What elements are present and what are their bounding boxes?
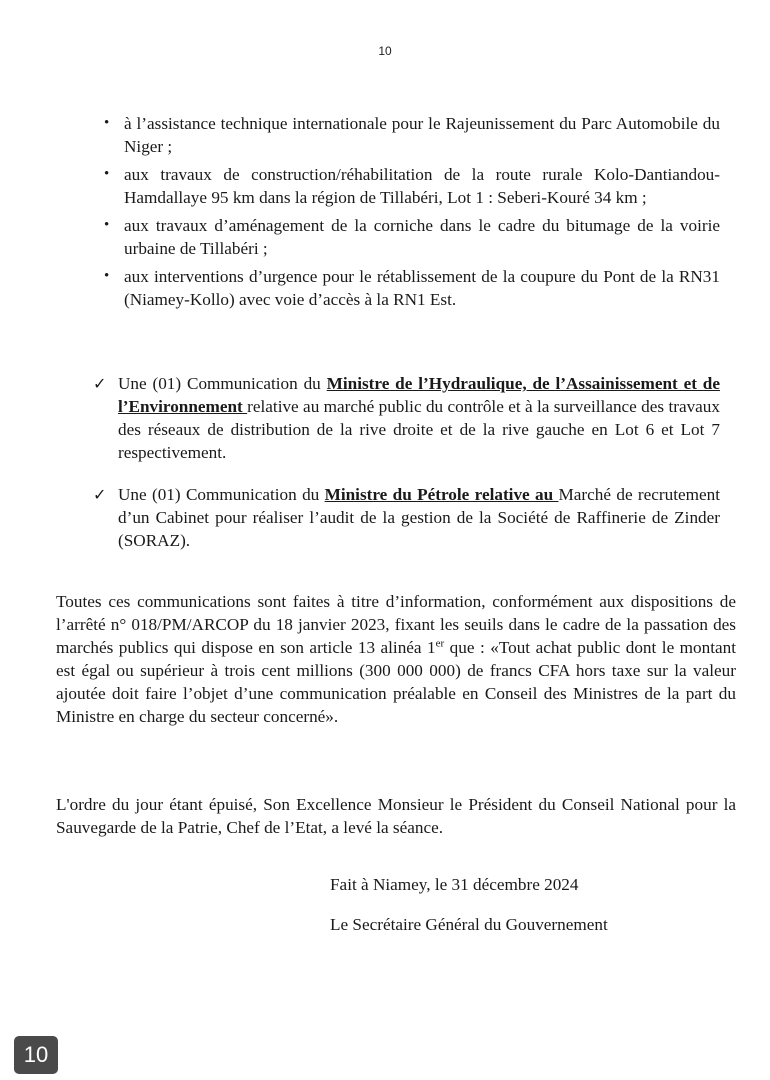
paragraph-text: que : «Tout achat public dont le montant est égal ou supérieur à trois cent millions (300 000 000) de francs CFA hors taxe sur la valeur ajoutée doit faire l’objet d’une communication préalable en Conseil des Ministres de la part du Ministre en charge du secteur concerné». [56, 638, 737, 726]
bullet-icon: • [104, 115, 110, 131]
list-item-text: aux travaux d’aménagement de la corniche dans le cadre du bitumage de la voirie urbaine de Tillabéri ; [124, 216, 720, 258]
list-item-text: aux interventions d’urgence pour le rétablissement de la coupure du Pont de la RN31 (Niamey-Kollo) avec voie d’accès à la RN1 Est. [124, 267, 720, 309]
checkmark-list-item [93, 372, 720, 464]
list-item [100, 112, 720, 158]
ministry-name: Ministre de l’Hydraulique, de l’Assainissement et de l’Environnement [118, 374, 720, 416]
communication-petrole [93, 483, 720, 552]
page-number: 10 [378, 44, 392, 58]
item-text: Marché de recrutement d’un Cabinet pour réaliser l’audit de la gestion de la Société de Raffinerie de Zinder (SORAZ). [118, 485, 720, 550]
paragraph-text: Toutes ces communications sont faites à titre d’information, conformément aux dispositions de l’arrêté n° 018/PM/ARCOP du 18 janvier 2023, fixant les seuils dans le cadre de la passation des marchés publics qui dispose en son article 13 alinéa 1 [56, 592, 736, 657]
page-badge[interactable]: 10 [14, 1036, 58, 1074]
bullet-icon: • [104, 166, 110, 182]
list-item-text: à l’assistance technique internationale pour le Rajeunissement du Parc Automobile du Niger ; [124, 114, 720, 156]
ministry-name: Ministre du Pétrole relative au [324, 485, 559, 504]
communication-hydraulique [93, 372, 720, 464]
superscript: er [435, 637, 445, 650]
list-item-text: aux travaux de construction/réhabilitation de la route rurale Kolo-Dantiandou-Hamdallaye 95 km dans la région de Tillabéri, Lot 1 : Seberi-Kouré 34 km ; [124, 165, 720, 207]
checkmark-icon: ✓ [93, 374, 107, 393]
bullet-icon: • [104, 217, 110, 233]
place-date: Fait à Niamey, le 31 décembre 2024 [330, 875, 579, 894]
bullet-list [100, 112, 720, 316]
list-item [100, 265, 720, 311]
item-text: relative au marché public du contrôle et à la surveillance des travaux des réseaux de distribution de la rive droite et de la rive gauche en Lot 6 et Lot 7 respectivement. [118, 397, 720, 462]
checkmark-icon: ✓ [93, 485, 107, 504]
paragraph-communications [56, 590, 736, 728]
checkmark-list-item [93, 483, 720, 552]
item-text: Une (01) Communication du [118, 485, 325, 504]
bullet-icon: • [104, 268, 110, 284]
list-item [100, 214, 720, 260]
paragraph-closing: L'ordre du jour étant épuisé, Son Excellence Monsieur le Président du Conseil National pour la Sauvegarde de la Patrie, Chef de l’Etat, a levé la séance. [56, 795, 736, 837]
item-text: Une (01) Communication du [118, 374, 327, 393]
signatory: Le Secrétaire Général du Gouvernement [330, 915, 608, 934]
list-item [100, 163, 720, 209]
